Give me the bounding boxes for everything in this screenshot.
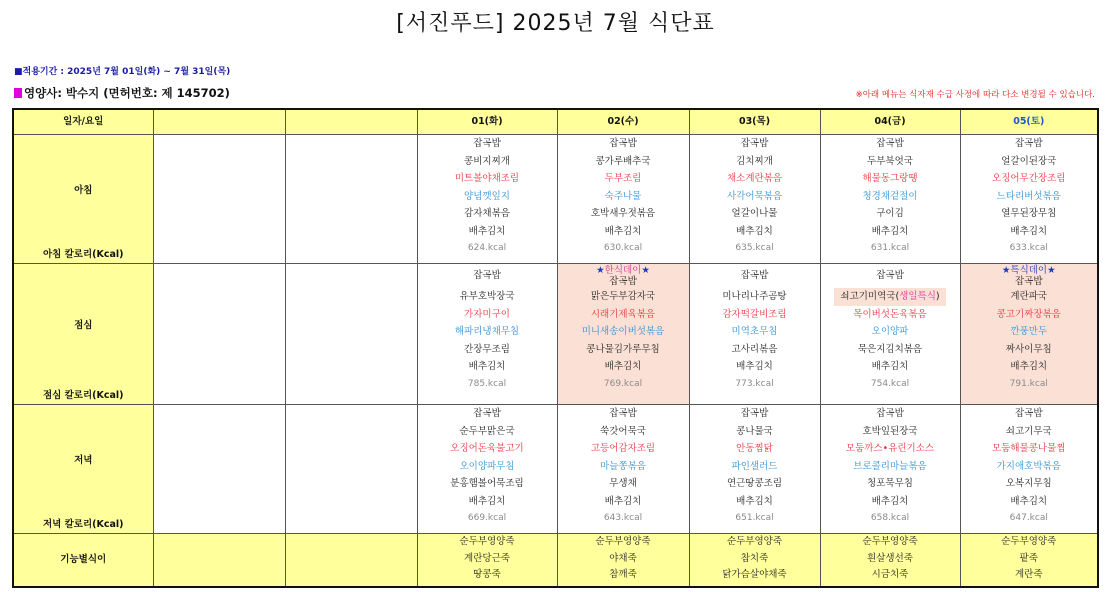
menu-item: 깐풍만두 — [1010, 326, 1048, 337]
dinner-day-4-cell — [820, 405, 960, 534]
menu-item: 간장무조림 — [464, 343, 510, 355]
functional-day-5-cell — [960, 534, 1098, 588]
menu-item: 사각어묵볶음 — [726, 190, 783, 202]
porridge-item: 야채죽 — [609, 552, 637, 564]
porridge-item: 계란당근죽 — [464, 552, 510, 564]
functional-label-cell — [13, 534, 153, 588]
empty-cell — [153, 135, 285, 264]
menu-item: 잡곡밥 — [609, 276, 637, 287]
menu-item: 잡곡밥 — [1014, 138, 1043, 149]
porridge-item: 순두부영양죽 — [726, 536, 783, 547]
pink-square-icon — [14, 88, 22, 98]
menu-item: 열무된장무침 — [1001, 208, 1057, 219]
breakfast-kcal-value: 633.kcal — [1009, 243, 1048, 253]
breakfast-row — [13, 135, 1098, 264]
dinner-day-3-cell — [689, 405, 820, 534]
menu-item — [821, 288, 960, 306]
dinner-day-2-cell — [557, 405, 689, 534]
menu-item: 잡곡밥 — [876, 138, 904, 149]
menu-change-notice: ※아래 메뉴는 식자재 수급 사정에 따라 다소 변경될 수 있습니다. — [855, 90, 1095, 100]
breakfast-day-1-cell — [417, 135, 557, 264]
menu-item: 배추김치 — [604, 495, 642, 507]
lunch-row — [13, 264, 1098, 405]
menu-item: 목이버섯돈육볶음 — [853, 308, 927, 320]
star-icon: ★ — [596, 265, 605, 276]
menu-item: 연근땅콩조림 — [726, 478, 783, 489]
menu-item: 미나리나주곰탕 — [722, 291, 787, 302]
menu-item: 짜사이무침 — [1005, 343, 1052, 355]
functional-day-2-cell — [557, 534, 689, 588]
breakfast-kcal-value: 624.kcal — [467, 243, 507, 253]
functional-day-4-cell — [820, 534, 960, 588]
menu-item: 안동찜닭 — [736, 443, 773, 454]
lunch-kcal-value: 773.kcal — [735, 378, 774, 389]
menu-item: 미역초무침 — [731, 326, 778, 337]
menu-item: 잡곡밥 — [740, 270, 769, 281]
star-icon: ★ — [641, 265, 650, 276]
menu-item: 잡곡밥 — [473, 138, 501, 149]
breakfast-label-cell — [13, 135, 153, 264]
menu-item: 쇠고기무국 — [1005, 425, 1052, 437]
menu-item: 모둠해물콩나물찜 — [992, 443, 1066, 454]
day-header-2: 02(수) — [557, 109, 689, 135]
dinner-day-5-cell — [960, 405, 1098, 534]
special-day-block — [961, 264, 1098, 288]
menu-item: 콩나물김가루무침 — [586, 343, 660, 355]
menu-item: 맑은두부감자국 — [590, 291, 656, 302]
menu-item: 미트볼야채조림 — [454, 173, 520, 184]
menu-item: 해파리냉채무침 — [454, 326, 520, 337]
porridge-item: 흰살생선죽 — [867, 552, 913, 564]
porridge-item: 순두부영양죽 — [595, 536, 651, 547]
menu-item: 느타리버섯볶음 — [996, 190, 1061, 202]
dinner-day-1-cell — [417, 405, 557, 534]
menu-item: 오징어돈육불고기 — [450, 443, 524, 454]
menu-item: 청포묵무침 — [867, 478, 913, 489]
menu-item: 잡곡밥 — [609, 408, 637, 419]
menu-item: 오이양파무침 — [459, 460, 515, 472]
porridge-item: 순두부영양죽 — [862, 536, 918, 547]
star-icon: ★ — [1001, 265, 1011, 276]
porridge-item: 참치죽 — [740, 552, 769, 564]
functional-label: 기능별식이 — [60, 554, 107, 566]
lunch-label: 점심 — [74, 319, 93, 331]
menu-item: 콩나물국 — [736, 425, 773, 437]
lunch-label-cell — [13, 264, 153, 405]
special-day-tag — [558, 264, 689, 276]
menu-item: 고등어감자조림 — [590, 443, 656, 454]
dinner-label-cell — [13, 405, 153, 534]
porridge-item: 순두부영양죽 — [1001, 536, 1057, 547]
porridge-item: 땅콩죽 — [473, 569, 501, 580]
menu-item: 잡곡밥 — [876, 408, 904, 419]
menu-item: 채소계란볶음 — [726, 173, 783, 184]
menu-item: 얼갈이나물 — [731, 208, 778, 219]
menu-item: 콩고기짜장볶음 — [996, 308, 1061, 320]
nutritionist-text: 영양사: 박수지 (면허번호: 제 145702) — [24, 86, 230, 100]
menu-item: 잡곡밥 — [740, 138, 769, 149]
functional-day-1-cell — [417, 534, 557, 588]
breakfast-day-5-cell — [960, 135, 1098, 264]
menu-item: 잡곡밥 — [473, 408, 501, 419]
special-day-label: 한식데이 — [604, 265, 642, 276]
menu-item: 가자미구이 — [464, 308, 510, 320]
porridge-item: 시금치죽 — [871, 569, 909, 580]
lunch-day-1-cell — [417, 264, 557, 405]
porridge-item: 참깨죽 — [609, 569, 637, 580]
menu-item: 구이김 — [876, 208, 904, 219]
menu-item: 오이양파 — [871, 326, 909, 337]
menu-item: 배추김치 — [871, 361, 909, 372]
dinner-kcal-value: 651.kcal — [735, 513, 774, 523]
lunch-day-5-cell — [960, 264, 1098, 405]
menu-item: 묵은지김치볶음 — [857, 343, 923, 355]
lunch-kcal-value: 791.kcal — [1009, 378, 1048, 389]
menu-item: 숙주나물 — [604, 190, 642, 202]
menu-item: 배추김치 — [871, 225, 909, 237]
day-header-3: 03(목) — [689, 109, 820, 135]
special-day-tag — [961, 264, 1098, 276]
empty-cell — [153, 405, 285, 534]
menu-item: 잡곡밥 — [609, 138, 637, 149]
dinner-kcal-value: 669.kcal — [467, 513, 507, 523]
menu-item: 감자떡갈비조림 — [722, 308, 787, 320]
porridge-item: 계란죽 — [1014, 569, 1043, 580]
star-icon: ★ — [1047, 265, 1056, 276]
menu-item: 계란파국 — [1010, 291, 1048, 302]
special-day-block — [558, 264, 689, 288]
empty-cell — [285, 135, 417, 264]
menu-item: 순두부맑은국 — [459, 425, 515, 437]
menu-item: 양념깻잎지 — [464, 190, 510, 202]
functional-day-3-cell — [689, 534, 820, 588]
menu-item: 배추김치 — [1010, 225, 1048, 237]
menu-item: 해물동그랑땡 — [862, 173, 918, 184]
lunch-day-4-cell — [820, 264, 960, 405]
breakfast-kcal-value: 631.kcal — [870, 243, 910, 253]
menu-item: 배추김치 — [468, 361, 506, 372]
header-empty-2 — [285, 109, 417, 135]
special-day-label: 특식데이 — [1010, 265, 1048, 276]
lunch-kcal-value: 754.kcal — [870, 378, 910, 389]
lunch-kcal-value: 785.kcal — [467, 378, 507, 389]
menu-item: 배추김치 — [604, 225, 642, 237]
dinner-kcal-value: 647.kcal — [1009, 513, 1048, 523]
menu-item: 잡곡밥 — [740, 408, 769, 419]
menu-item: 배추김치 — [468, 495, 506, 507]
birthday-special-highlight: 쇠고기미역국(생일특식) — [834, 288, 945, 306]
menu-item: 콩비지찌개 — [464, 155, 510, 167]
menu-item: 배추김치 — [1010, 495, 1048, 507]
empty-cell — [285, 405, 417, 534]
birthday-special-label: 생일특식 — [899, 291, 936, 302]
day-header-1: 01(화) — [417, 109, 557, 135]
menu-item: 배추김치 — [1010, 361, 1048, 372]
dinner-kcal-value: 643.kcal — [603, 513, 643, 523]
menu-item: 콩가루배추국 — [595, 155, 651, 167]
header-empty-1 — [153, 109, 285, 135]
menu-item: 잡곡밥 — [1014, 276, 1043, 287]
menu-item: 분홍햄볼어묵조림 — [450, 478, 524, 489]
header-row — [13, 109, 1098, 135]
menu-item: 브로콜리마늘볶음 — [853, 460, 927, 472]
meal-plan-table — [12, 108, 1099, 588]
menu-item: 마늘쫑볶음 — [600, 460, 646, 472]
menu-item: 배추김치 — [468, 225, 506, 237]
menu-item: 배추김치 — [871, 495, 909, 507]
breakfast-kcal-label: 아침 칼로리(Kcal) — [42, 248, 124, 260]
dinner-kcal-label: 저녁 칼로리(Kcal) — [42, 518, 124, 530]
page-title: [서진푸드] 2025년 7월 식단표 — [396, 11, 715, 36]
menu-item: 유부호박장국 — [459, 291, 515, 302]
menu-item: 잡곡밥 — [473, 270, 501, 281]
menu-item: 모둠까스•유린기소스 — [845, 443, 935, 454]
dinner-row — [13, 405, 1098, 534]
breakfast-day-3-cell — [689, 135, 820, 264]
empty-cell — [285, 534, 417, 588]
menu-item: 무생채 — [609, 478, 637, 489]
day-header-5: 05(토) — [960, 109, 1098, 135]
menu-item: 배추김치 — [736, 495, 773, 507]
lunch-day-2-cell — [557, 264, 689, 405]
menu-item: 고사리볶음 — [731, 343, 778, 355]
menu-item: 얼갈이된장국 — [1001, 155, 1057, 167]
menu-item: 두부북엇국 — [867, 155, 913, 167]
lunch-kcal-label: 점심 칼로리(Kcal) — [42, 389, 124, 401]
porridge-item: 닭가슴살야채죽 — [722, 569, 787, 580]
empty-cell — [153, 534, 285, 588]
menu-item: 시래기제육볶음 — [590, 308, 656, 320]
date-day-header: 일자/요일 — [13, 109, 153, 135]
day-header-4: 04(금) — [820, 109, 960, 135]
menu-item: 쑥갓어묵국 — [600, 425, 646, 437]
breakfast-label: 아침 — [74, 184, 93, 196]
menu-item: 감자채볶음 — [464, 208, 510, 219]
menu-item: 파인샐러드 — [731, 460, 778, 472]
menu-item: 오복지무침 — [1005, 478, 1052, 489]
menu-item: 배추김치 — [736, 225, 773, 237]
dinner-kcal-value: 658.kcal — [870, 513, 910, 523]
menu-item: 호박잎된장국 — [862, 425, 918, 437]
empty-cell — [153, 264, 285, 405]
breakfast-day-2-cell — [557, 135, 689, 264]
lunch-day-3-cell — [689, 264, 820, 405]
menu-item: 배추김치 — [736, 361, 773, 372]
dinner-label: 저녁 — [74, 454, 93, 466]
porridge-item: 순두부영양죽 — [459, 536, 515, 547]
menu-item: 잡곡밥 — [1014, 408, 1043, 419]
menu-item: 가지애호박볶음 — [996, 460, 1061, 472]
breakfast-day-4-cell — [820, 135, 960, 264]
nutritionist-info — [14, 85, 230, 101]
menu-item: 두부조림 — [604, 173, 642, 184]
menu-item: 호박새우젓볶음 — [590, 208, 656, 219]
application-period: ■적용기간 : 2025년 7월 01일(화) ~ 7월 31일(목) — [14, 67, 231, 77]
breakfast-kcal-value: 635.kcal — [735, 243, 774, 253]
menu-item: 미니새송이버섯볶음 — [581, 326, 665, 337]
breakfast-kcal-value: 630.kcal — [603, 243, 643, 253]
menu-item: 잡곡밥 — [876, 270, 904, 281]
empty-cell — [285, 264, 417, 405]
menu-item: 청경채겉절이 — [862, 190, 918, 202]
functional-row — [13, 534, 1098, 588]
menu-item: 배추김치 — [604, 361, 642, 372]
porridge-item: 팥죽 — [1019, 552, 1038, 564]
menu-item: 김치찌개 — [736, 155, 773, 167]
lunch-kcal-value: 769.kcal — [603, 378, 643, 389]
menu-item: 오징어무간장조림 — [992, 173, 1066, 184]
